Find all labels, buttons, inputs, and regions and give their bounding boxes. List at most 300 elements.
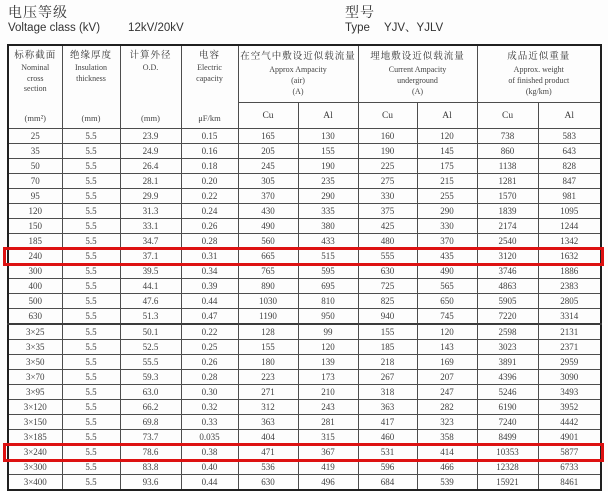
table-cell: 1570 [477,189,538,204]
table-cell: 207 [417,370,477,385]
table-row [8,249,601,264]
table-cell: 5.5 [62,249,120,264]
table-cell: 240 [8,249,62,264]
table-cell: 0.40 [181,460,238,475]
table-cell: 55.5 [120,355,181,370]
table-cell: 1030 [238,294,298,309]
table-cell: 5.5 [62,294,120,309]
table-cell: 490 [417,264,477,279]
table-cell: 940 [358,309,417,325]
table-row [8,159,601,174]
col-header-zh: 标称截面 [14,51,57,61]
table-cell: 318 [358,385,417,400]
sub-header-cu: Cu [477,103,538,129]
type-title-en: Type [345,22,370,34]
table-cell: 630 [358,264,417,279]
table-cell: 160 [358,129,417,144]
table-cell: 5.5 [62,204,120,219]
table-cell: 271 [238,385,298,400]
col-header-unit: μF/km [198,113,221,123]
col-header-unit: (mm²) [24,113,46,123]
table-cell: 190 [298,159,358,174]
table-cell: 0.28 [181,234,238,249]
table-cell: 684 [358,475,417,491]
voltage-class-title-zh: 电压等级 [8,4,68,20]
group-header-en-line: underground [397,76,438,85]
table-cell: 3493 [538,385,601,400]
col-header-en-line: Nominal [21,63,50,72]
table-cell: 165 [238,129,298,144]
table-cell: 419 [298,460,358,475]
table-cell: 5246 [477,385,538,400]
col-header-1 [62,45,120,129]
table-cell: 218 [358,355,417,370]
table-cell: 169 [417,355,477,370]
table-cell: 235 [298,174,358,189]
table-cell: 2371 [538,340,601,355]
table-cell: 5.5 [62,370,120,385]
spec-table-wrap [7,44,600,491]
header-row-main [8,45,601,103]
table-cell: 0.16 [181,144,238,159]
table-cell: 5.5 [62,415,120,430]
table-cell: 120 [417,129,477,144]
col-header-en-line: O.D. [142,63,159,72]
table-cell: 425 [358,219,417,234]
table-cell: 8499 [477,430,538,445]
table-cell: 155 [358,324,417,340]
table-cell: 7220 [477,309,538,325]
table-cell: 245 [238,159,298,174]
type-block [345,4,443,36]
table-cell: 51.3 [120,309,181,325]
table-cell: 0.25 [181,340,238,355]
table-cell: 0.34 [181,264,238,279]
table-cell: 1342 [538,234,601,249]
table-cell: 3×50 [8,355,62,370]
col-header-en-line: capacity [196,73,223,83]
table-cell: 5.5 [62,264,120,279]
table-cell: 335 [298,204,358,219]
table-cell: 99 [298,324,358,340]
table-cell: 0.30 [181,385,238,400]
table-cell: 466 [417,460,477,475]
table-cell: 825 [358,294,417,309]
table-cell: 267 [358,370,417,385]
table-cell: 1095 [538,204,601,219]
table-cell: 981 [538,189,601,204]
table-cell: 0.47 [181,309,238,325]
table-cell: 330 [417,219,477,234]
table-cell: 5.5 [62,159,120,174]
table-cell: 145 [417,144,477,159]
group-header-0 [238,45,358,103]
table-cell: 3314 [538,309,601,325]
table-cell: 5.5 [62,400,120,415]
table-cell: 890 [238,279,298,294]
table-cell: 5.5 [62,475,120,491]
table-cell: 23.9 [120,129,181,144]
table-cell: 120 [417,324,477,340]
table-cell: 380 [298,219,358,234]
table-cell: 1281 [477,174,538,189]
table-cell: 0.31 [181,249,238,264]
table-cell: 5.5 [62,219,120,234]
table-cell: 3746 [477,264,538,279]
table-cell: 725 [358,279,417,294]
col-header-2 [120,45,181,129]
table-cell: 223 [238,370,298,385]
col-header-en-line: Insulation [75,63,107,72]
table-cell: 63.0 [120,385,181,400]
group-header-en-line: (A) [411,87,424,96]
table-cell: 2598 [477,324,538,340]
table-cell: 5.5 [62,279,120,294]
table-cell: 0.38 [181,445,238,460]
table-cell: 28.1 [120,174,181,189]
table-cell: 847 [538,174,601,189]
table-cell: 290 [417,204,477,219]
table-row [8,475,601,491]
table-cell: 10353 [477,445,538,460]
table-cell: 3×120 [8,400,62,415]
table-cell: 375 [358,204,417,219]
type-title-zh: 型号 [345,4,375,20]
table-cell: 128 [238,324,298,340]
table-cell: 130 [298,129,358,144]
table-row [8,324,601,340]
table-cell: 323 [417,415,477,430]
table-cell: 745 [417,309,477,325]
table-cell: 810 [298,294,358,309]
table-cell: 643 [538,144,601,159]
table-cell: 35 [8,144,62,159]
table-cell: 31.3 [120,204,181,219]
table-row [8,355,601,370]
group-header-2 [477,45,601,103]
table-cell: 367 [298,445,358,460]
table-cell: 78.6 [120,445,181,460]
table-cell: 414 [417,445,477,460]
table-cell: 33.1 [120,219,181,234]
group-header-zh: 成品近似重量 [507,52,571,62]
table-row [8,279,601,294]
table-cell: 50.1 [120,324,181,340]
table-cell: 59.3 [120,370,181,385]
table-cell: 0.15 [181,129,238,144]
table-cell: 5.5 [62,355,120,370]
table-cell: 5.5 [62,324,120,340]
table-cell: 83.8 [120,460,181,475]
table-cell: 3×300 [8,460,62,475]
table-row [8,294,601,309]
table-cell: 630 [8,309,62,325]
type-value: YJV、YJLV [383,22,444,34]
table-cell: 0.33 [181,415,238,430]
table-cell: 430 [238,204,298,219]
table-cell: 5.5 [62,129,120,144]
table-cell: 205 [238,144,298,159]
group-header-en-line: (A) [292,87,304,96]
table-row [8,445,601,460]
table-row [8,129,601,144]
table-cell: 5.5 [62,234,120,249]
voltage-class-title-en: Voltage class (kV) [8,22,101,34]
col-header-zh: 计算外径 [129,51,172,61]
group-header-en-line: Approx. weight [513,65,564,74]
table-cell: 26.4 [120,159,181,174]
table-cell: 4396 [477,370,538,385]
group-header-1 [358,45,477,103]
table-cell: 3×240 [8,445,62,460]
table-cell: 363 [358,400,417,415]
voltage-class-block [8,4,184,36]
col-header-en-line: Electric [197,63,222,72]
table-cell: 358 [417,430,477,445]
table-cell: 500 [8,294,62,309]
table-cell: 370 [238,189,298,204]
col-header-zh: 电容 [198,51,220,61]
table-cell: 15921 [477,475,538,491]
col-header-en-line: section [23,84,47,93]
table-cell: 290 [298,189,358,204]
table-cell: 2540 [477,234,538,249]
table-cell: 69.8 [120,415,181,430]
table-row [8,400,601,415]
group-header-zh: 埋地敷设近似载流量 [370,52,465,62]
table-cell: 305 [238,174,298,189]
table-cell: 3×70 [8,370,62,385]
table-row [8,264,601,279]
table-cell: 0.26 [181,355,238,370]
table-cell: 0.22 [181,189,238,204]
table-row [8,174,601,189]
table-cell: 0.39 [181,279,238,294]
table-cell: 6733 [538,460,601,475]
table-row [8,385,601,400]
table-cell: 29.9 [120,189,181,204]
table-cell: 363 [238,415,298,430]
table-cell: 5.5 [62,430,120,445]
table-cell: 515 [298,249,358,264]
table-cell: 3×35 [8,340,62,355]
table-cell: 3×150 [8,415,62,430]
table-row [8,189,601,204]
table-cell: 7240 [477,415,538,430]
table-cell: 8461 [538,475,601,491]
table-cell: 5.5 [62,174,120,189]
table-cell: 460 [358,430,417,445]
table-cell: 1138 [477,159,538,174]
table-row [8,204,601,219]
table-cell: 5.5 [62,309,120,325]
table-cell: 44.1 [120,279,181,294]
table-cell: 282 [417,400,477,415]
table-cell: 435 [417,249,477,264]
table-cell: 5.5 [62,460,120,475]
table-cell: 175 [417,159,477,174]
group-header-en-line: (kg/km) [525,87,552,96]
table-cell: 2174 [477,219,538,234]
table-cell: 312 [238,400,298,415]
table-cell: 555 [358,249,417,264]
col-header-zh: 绝缘厚度 [69,51,112,61]
table-cell: 5.5 [62,340,120,355]
cable-spec-table [7,44,602,491]
table-cell: 215 [417,174,477,189]
table-cell: 404 [238,430,298,445]
table-cell: 2805 [538,294,601,309]
table-cell: 5.5 [62,385,120,400]
table-cell: 695 [298,279,358,294]
table-cell: 4863 [477,279,538,294]
table-cell: 150 [8,219,62,234]
table-cell: 50 [8,159,62,174]
table-cell: 0.44 [181,475,238,491]
sub-header-al: Al [298,103,358,129]
table-cell: 185 [8,234,62,249]
table-cell: 247 [417,385,477,400]
table-cell: 531 [358,445,417,460]
table-cell: 330 [358,189,417,204]
table-cell: 5.5 [62,144,120,159]
table-cell: 5.5 [62,189,120,204]
table-cell: 3×95 [8,385,62,400]
table-cell: 12328 [477,460,538,475]
table-row [8,234,601,249]
table-cell: 4901 [538,430,601,445]
page-header [0,4,608,42]
table-cell: 173 [298,370,358,385]
table-cell: 3120 [477,249,538,264]
table-cell: 3952 [538,400,601,415]
table-cell: 0.26 [181,219,238,234]
table-cell: 120 [298,340,358,355]
group-header-zh: 在空气中敷设近似载流量 [240,52,356,62]
table-cell: 66.2 [120,400,181,415]
table-cell: 25 [8,129,62,144]
table-cell: 139 [298,355,358,370]
group-header-en-line: (air) [291,76,305,85]
table-cell: 225 [358,159,417,174]
table-cell: 565 [417,279,477,294]
voltage-class-value: 12kV/20kV [128,22,184,34]
col-header-3 [181,45,238,129]
group-header-en-line: of finished product [508,76,570,85]
table-cell: 665 [238,249,298,264]
table-cell: 400 [8,279,62,294]
table-cell: 243 [298,400,358,415]
table-cell: 0.18 [181,159,238,174]
table-cell: 5.5 [62,445,120,460]
sub-header-al: Al [538,103,601,129]
table-cell: 0.32 [181,400,238,415]
table-cell: 1190 [238,309,298,325]
table-cell: 3891 [477,355,538,370]
table-cell: 255 [417,189,477,204]
table-cell: 1886 [538,264,601,279]
table-cell: 47.6 [120,294,181,309]
table-cell: 185 [358,340,417,355]
table-cell: 275 [358,174,417,189]
table-cell: 738 [477,129,538,144]
sub-header-al: Al [417,103,477,129]
table-cell: 1839 [477,204,538,219]
table-cell: 73.7 [120,430,181,445]
table-cell: 2383 [538,279,601,294]
table-cell: 480 [358,234,417,249]
table-cell: 37.1 [120,249,181,264]
table-cell: 471 [238,445,298,460]
col-header-unit: (mm) [81,113,101,123]
table-cell: 1632 [538,249,601,264]
table-cell: 650 [417,294,477,309]
table-cell: 0.28 [181,370,238,385]
table-row [8,370,601,385]
table-row [8,309,601,325]
sub-header-cu: Cu [238,103,298,129]
table-cell: 52.5 [120,340,181,355]
col-header-unit: (mm) [141,113,160,123]
table-cell: 539 [417,475,477,491]
table-cell: 4442 [538,415,601,430]
table-cell: 2131 [538,324,601,340]
table-cell: 0.24 [181,204,238,219]
table-cell: 950 [298,309,358,325]
table-cell: 490 [238,219,298,234]
table-cell: 583 [538,129,601,144]
table-cell: 0.035 [181,430,238,445]
table-cell: 39.5 [120,264,181,279]
table-cell: 210 [298,385,358,400]
table-cell: 417 [358,415,417,430]
table-cell: 2959 [538,355,601,370]
table-row [8,219,601,234]
table-cell: 5877 [538,445,601,460]
table-cell: 560 [238,234,298,249]
table-row [8,415,601,430]
col-header-0 [8,45,62,129]
table-cell: 180 [238,355,298,370]
sub-header-cu: Cu [358,103,417,129]
table-cell: 3×25 [8,324,62,340]
table-cell: 3090 [538,370,601,385]
col-header-en-line: thickness [76,73,106,83]
table-cell: 95 [8,189,62,204]
table-cell: 433 [298,234,358,249]
table-cell: 281 [298,415,358,430]
col-header-en-line: cross [27,73,44,83]
table-cell: 3023 [477,340,538,355]
table-cell: 24.9 [120,144,181,159]
table-cell: 0.22 [181,324,238,340]
table-cell: 34.7 [120,234,181,249]
table-cell: 595 [298,264,358,279]
table-cell: 828 [538,159,601,174]
table-cell: 536 [238,460,298,475]
table-cell: 3×400 [8,475,62,491]
table-cell: 155 [298,144,358,159]
table-cell: 120 [8,204,62,219]
table-cell: 630 [238,475,298,491]
table-cell: 3×185 [8,430,62,445]
table-cell: 155 [238,340,298,355]
table-cell: 143 [417,340,477,355]
table-row [8,430,601,445]
table-cell: 300 [8,264,62,279]
table-cell: 6190 [477,400,538,415]
table-row [8,340,601,355]
